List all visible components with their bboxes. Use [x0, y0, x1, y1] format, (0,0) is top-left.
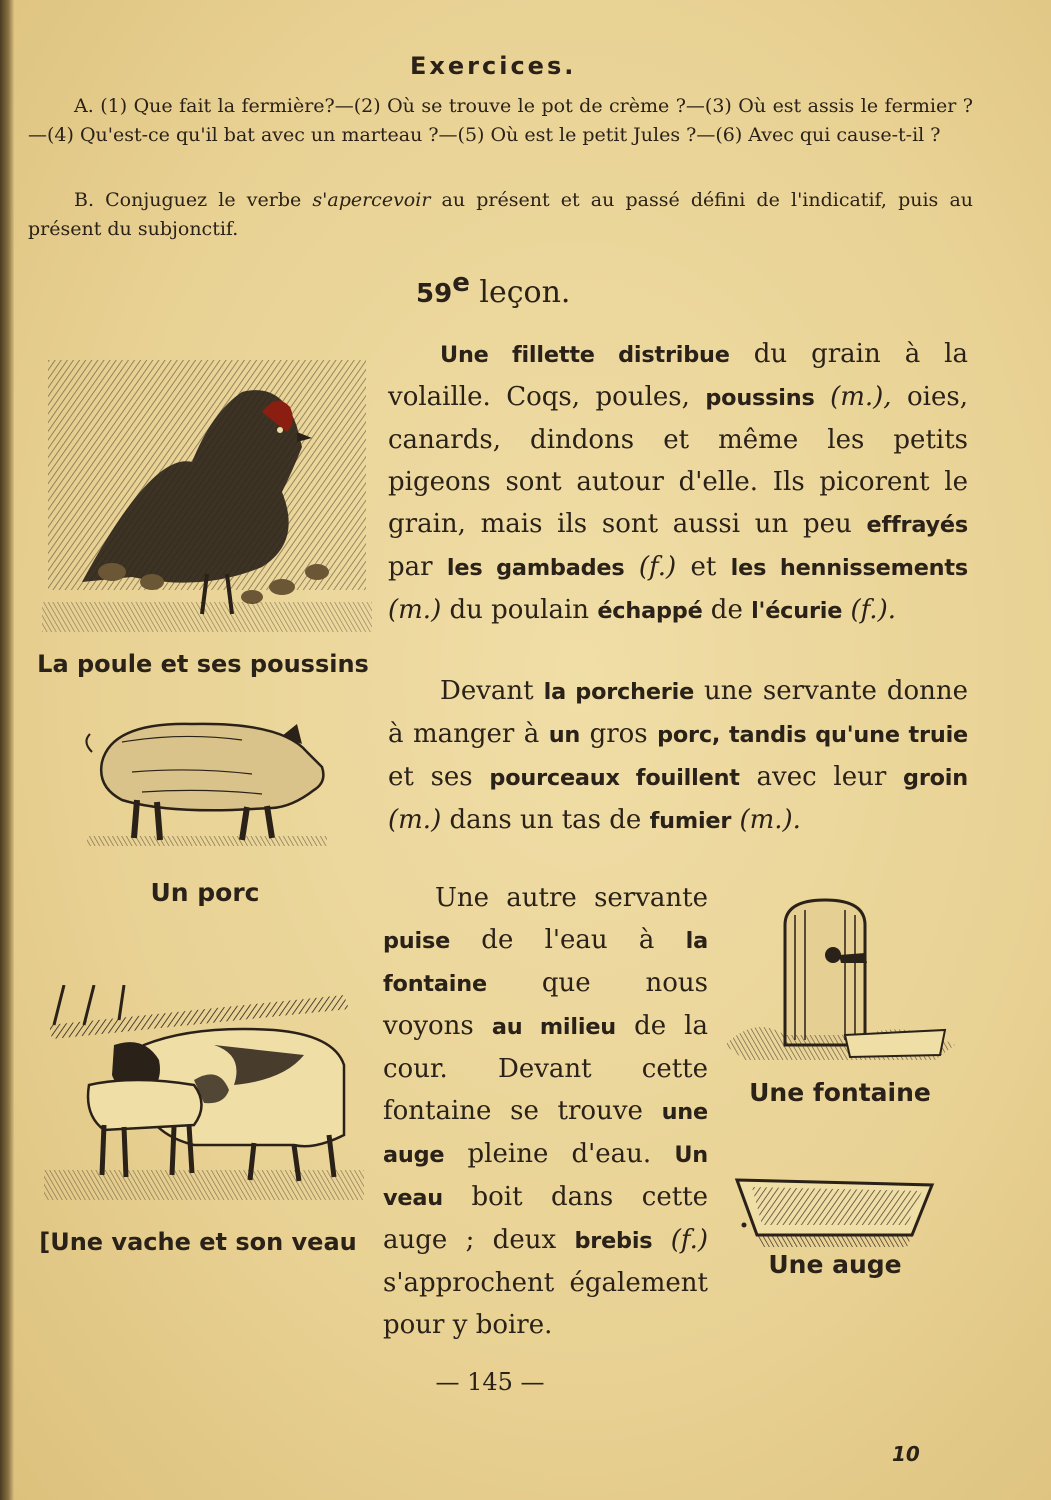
- gender-note: (m.): [388, 805, 442, 835]
- text-run: oies, canards, dindons et même les petits pigeons sont autour d'elle. Ils picorent le grain, mais ils sont aussi un peu: [388, 382, 968, 539]
- text-run: par: [388, 552, 447, 582]
- vocab-term: pourceaux fouillent: [489, 765, 740, 791]
- text-run: et: [676, 552, 731, 582]
- vocab-term: un: [548, 722, 581, 748]
- vocab-term: fumier: [649, 808, 732, 834]
- text-run: pleine d'eau.: [444, 1139, 675, 1169]
- text-run: boit dans cette auge ; deux: [383, 1182, 708, 1255]
- text-run: que nous voyons: [383, 968, 708, 1041]
- paragraph-1: [388, 333, 968, 632]
- text-run: de: [702, 595, 752, 625]
- gender-note: (f.): [624, 552, 677, 582]
- vocab-term: la porcherie: [543, 679, 695, 705]
- vocab-term: Un veau: [383, 1142, 708, 1211]
- vocab-term: une auge: [383, 1099, 708, 1168]
- pig-illustration: [82, 712, 332, 862]
- vocab-term: les gambades: [446, 555, 625, 581]
- fountain-illustration: [715, 895, 965, 1065]
- vocab-term: brebis: [574, 1228, 653, 1254]
- gender-note: (m.).: [731, 805, 801, 835]
- exercise-b: B. Conjuguez le verbe s'apercevoir au présent et au passé défini de l'indicatif, puis au présent du subjonctif.: [28, 189, 974, 240]
- text-run: une servante donne à manger à: [388, 676, 968, 749]
- text-run: du grain à la volaille. Coqs, poules,: [388, 339, 968, 412]
- text-run: avec leur: [739, 762, 904, 792]
- page-number: — 145 —: [435, 1368, 545, 1396]
- gender-note: (f.).: [842, 595, 896, 625]
- book-spine: [0, 0, 14, 1500]
- vocab-term: les hennissements: [730, 555, 968, 581]
- gender-note: (m.),: [814, 382, 892, 412]
- vocab-term: Une fillette distribue: [440, 342, 730, 368]
- vocab-term: effrayés: [866, 512, 968, 538]
- caption-cow: [Une vache et son veau: [39, 1228, 357, 1256]
- vocab-term: au milieu: [491, 1014, 617, 1040]
- vocab-term: groin: [903, 765, 968, 791]
- paragraph-3: [383, 877, 708, 1346]
- caption-hen: La poule et ses poussins: [37, 650, 369, 678]
- gender-note: (f.): [652, 1225, 708, 1255]
- caption-pig: Un porc: [150, 878, 260, 907]
- text-run: Devant: [440, 676, 544, 706]
- gender-note: (m.): [388, 595, 442, 625]
- vocab-term: la fontaine: [383, 928, 708, 997]
- caption-fountain: Une fontaine: [749, 1078, 931, 1107]
- signature-mark: 10: [892, 1442, 920, 1466]
- lesson-heading: 59e leçon.: [416, 268, 571, 310]
- exercises-title: Exercices.: [410, 52, 577, 80]
- text-run: s'approchent également pour y boire.: [383, 1268, 708, 1340]
- exercise-a: A. (1) Que fait la fermière?—(2) Où se trouve le pot de crème ?—(3) Où est assis le fermier ?—(4) Qu'est-ce qu'il bat avec un marteau ?—(5) Où est le petit Jules ?—(6) Avec qui cause-t-il ?: [28, 95, 973, 146]
- vocab-term: porc, tandis qu'une truie: [657, 722, 968, 748]
- hen-chicks-illustration: [42, 352, 372, 642]
- vocab-term: puise: [383, 928, 451, 954]
- text-run: gros: [580, 719, 658, 749]
- caption-trough: Une auge: [768, 1250, 902, 1279]
- text-run: de la cour. Devant cette fontaine se trouve: [383, 1011, 708, 1126]
- text-run: dans un tas de: [441, 805, 650, 835]
- vocab-term: poussins: [705, 385, 815, 411]
- text-run: du poulain: [441, 595, 598, 625]
- exercise-b-verb: s'apercevoir: [312, 189, 431, 211]
- text-run: de l'eau à: [450, 925, 686, 955]
- vocab-term: l'écurie: [751, 598, 843, 624]
- paragraph-2: [388, 670, 968, 842]
- text-run: Une autre servante: [435, 883, 708, 913]
- vocab-term: échappé: [597, 598, 703, 624]
- cow-calf-illustration: [44, 985, 364, 1205]
- text-run: et ses: [388, 762, 490, 792]
